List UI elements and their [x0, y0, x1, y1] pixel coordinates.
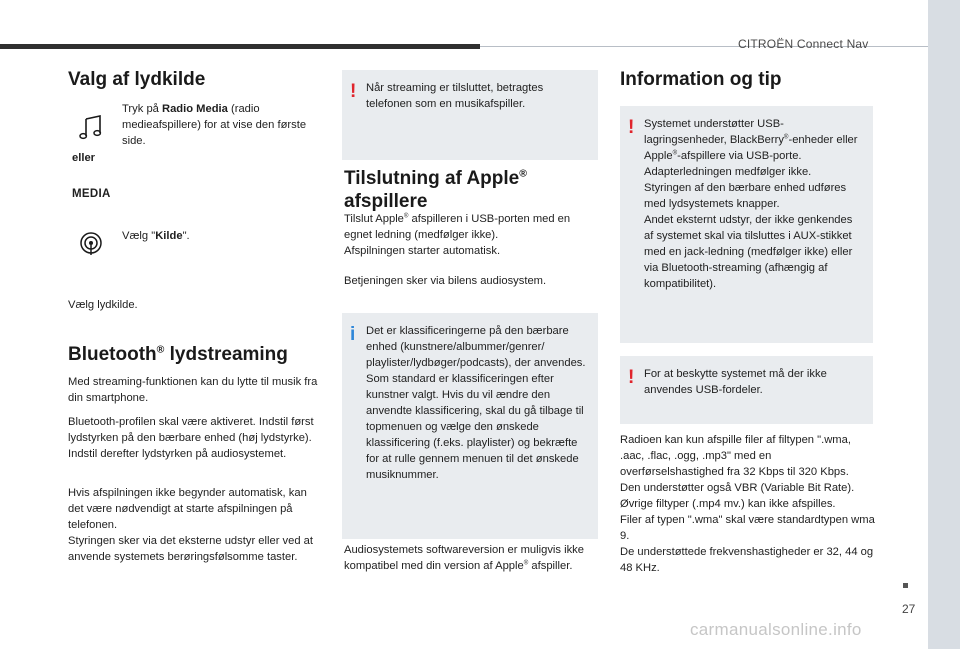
watermark: carmanualsonline.info	[690, 620, 862, 639]
or-label: eller	[72, 152, 96, 164]
apple-paragraph-2: Betjeningen sker via bilens audiosystem.	[344, 275, 547, 287]
brand-title: CITROËN Connect Nav	[738, 37, 869, 51]
step-radio-media: Tryk på Radio Media (radio medieafspillere) for at vise den første side.	[122, 103, 307, 147]
step-select-source: Vælg "Kilde".	[122, 230, 190, 242]
bluetooth-paragraph-3: Hvis afspilningen ikke begynder automatisk, kan det være nødvendigt at starte afspilningen på telefonen. Styringen sker via det eksterne udstyr eller ved at anvende systemets berøringsfølsomme taster.	[68, 487, 313, 563]
section-title-bluetooth: Bluetooth® lydstreaming	[68, 344, 288, 365]
info-icon: i	[350, 324, 356, 345]
page-number: 27	[902, 602, 916, 616]
bluetooth-paragraph-2: Bluetooth-profilen skal være aktiveret. Indstil først lydstyrken på den bærbare enhed (høj lydstyrke). Indstil derefter lydstyrken på audiosystemet.	[68, 416, 314, 460]
warning-icon: !	[628, 117, 635, 138]
file-format-paragraph: Radioen kan kun afspille filer af filtypen ".wma, .aac, .flac, .ogg, .mp3" med en overførselshastighed fra 32 Kbps til 320 Kbps. Den understøtter også VBR (Variable Bit Rate). Øvrige filtyper (.mp4 mv.) kan ikke afspilles. Filer af typen ".wma" skal være standardtypen wma 9. De understøttede frekvenshastigheder er 32, 44 og 48 KHz.	[620, 434, 875, 574]
apple-paragraph-3: Audiosystemets softwareversion er muligvis ikke kompatibel med din version af Apple® afspiller.	[344, 544, 584, 572]
warning-icon: !	[350, 81, 357, 102]
section-title-info: Information og tip	[620, 69, 782, 90]
apple-paragraph-1: Tilslut Apple® afspilleren i USB-porten med en egnet ledning (medfølger ikke). Afspilningen starter automatisk.	[344, 212, 571, 257]
source-icon	[77, 229, 105, 257]
info-note-classification: i Det er klassificeringerne på den bærbare enhed (kunstnere/albummer/genrer/ playlister/lydbøger/podcasts), der anvendes. Som standard er klassificeringen efter kunstner valgt. Hvis du vil ændre den anvendte klassificering, skal du gå tilbage til topmenuen og vælge den ønskede klassificering (f.eks. playlister) og bekræfte for at rulle gennem menuen til det ønskede musiknummer.	[342, 313, 598, 539]
section-title-source: Valg af lydkilde	[68, 69, 206, 90]
page-side-strip	[928, 0, 960, 649]
section-title-apple: Tilslutning af Apple® afspillere	[344, 168, 527, 212]
select-source-text: Vælg lydkilde.	[68, 299, 138, 311]
music-note-icon	[76, 113, 106, 143]
continuation-marker	[903, 583, 908, 588]
warning-icon: !	[628, 367, 635, 388]
warning-note-streaming: ! Når streaming er tilsluttet, betragtes telefonen som en musikafspiller.	[342, 70, 598, 160]
warning-note-usb: ! Systemet understøtter USB-lagringsenheder, BlackBerry®-enheder eller Apple®-afspillere via USB-porte. Adapterledningen medfølger ikke. Styringen af den bærbare enhed udføres med lydsystemets knapper. Andet eksternt udstyr, der ikke genkendes af systemet skal via tilsluttes i AUX-stikket med en jack-ledning (medfølger ikke) eller via Bluetooth-streaming (afhængig af kompatibilitet).	[620, 106, 873, 343]
header-bar	[0, 44, 480, 49]
media-button-label: MEDIA	[72, 188, 111, 200]
warning-note-usb-hub: ! For at beskytte systemet må der ikke anvendes USB-fordeler.	[620, 356, 873, 424]
bluetooth-paragraph-1: Med streaming-funktionen kan du lytte til musik fra din smartphone.	[68, 376, 318, 404]
